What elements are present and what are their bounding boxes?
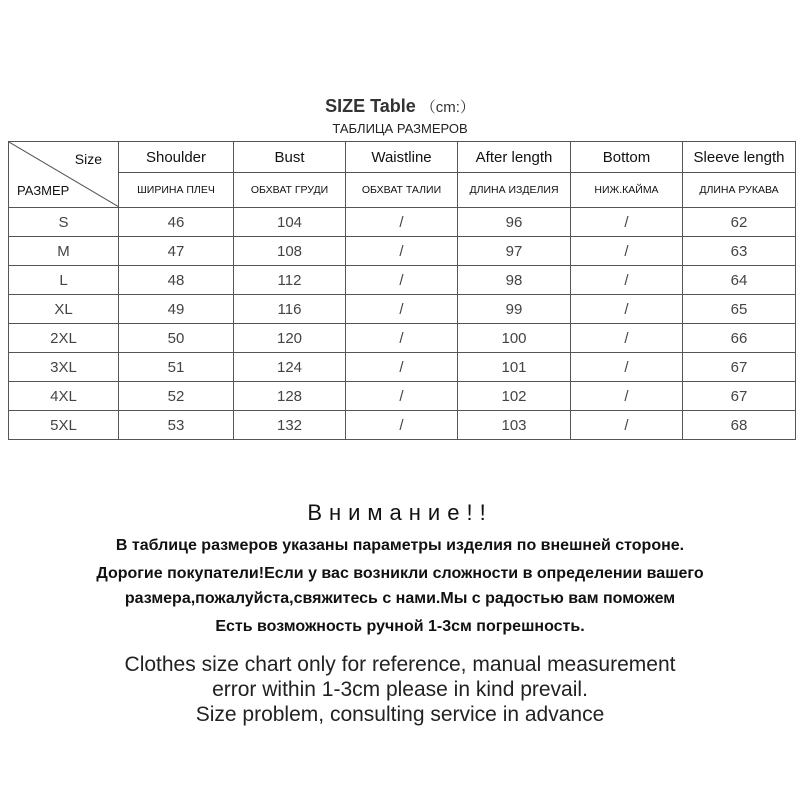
table-row [9,237,796,266]
size-cell: L [9,266,119,295]
size-table-subtitle: ТАБЛИЦА РАЗМЕРОВ [332,121,468,136]
table-cell: 132 [234,411,346,440]
table-cell: 68 [683,411,796,440]
table-row [9,266,796,295]
corner-razmer-label: РАЗМЕР [17,183,70,198]
col-header-waistline: Waistline [346,142,458,173]
corner-size-label: Size [74,151,102,167]
title-unit: （cm:） [420,99,475,116]
table-cell: / [571,353,683,382]
table-cell: 98 [458,266,571,295]
size-cell: 5XL [9,411,119,440]
col-header-ru-shoulder: ШИРИНА ПЛЕЧ [119,173,234,208]
table-cell: 53 [119,411,234,440]
table-cell: 120 [234,324,346,353]
table-cell: 102 [458,382,571,411]
table-cell: / [571,237,683,266]
table-cell: / [346,411,458,440]
table-cell: 67 [683,353,796,382]
notice-ru-line: В таблице размеров указаны параметры изделия по внешней стороне. [115,537,685,554]
size-cell: M [9,237,119,266]
table-cell: 108 [234,237,346,266]
col-header-ru-waistline: ОБХВАТ ТАЛИИ [346,173,458,208]
table-cell: / [346,295,458,324]
notice-title: Внимание!! [307,500,493,525]
size-table [8,141,796,440]
table-cell: / [571,382,683,411]
table-row [9,295,796,324]
table-cell: / [571,324,683,353]
table-row [9,353,796,382]
table-cell: 51 [119,353,234,382]
col-header-bottom: Bottom [571,142,683,173]
col-header-ru-bust: ОБХВАТ ГРУДИ [234,173,346,208]
notice-ru-line: размера,пожалуйста,свяжитесь с нами.Мы с радостью вам поможем [124,590,676,607]
table-row [9,382,796,411]
table-cell: 128 [234,382,346,411]
table-row [9,324,796,353]
table-cell: 97 [458,237,571,266]
table-cell: 67 [683,382,796,411]
table-cell: 64 [683,266,796,295]
notice-en-line: Size problem, consulting service in advance [195,703,605,726]
size-cell: 2XL [9,324,119,353]
table-cell: 112 [234,266,346,295]
col-header-ru-sleeve-length: ДЛИНА РУКАВА [683,173,796,208]
table-cell: / [571,411,683,440]
table-cell: 101 [458,353,571,382]
size-table-title [0,96,800,117]
table-cell: / [571,266,683,295]
header-row-ru [9,173,796,208]
size-cell: 4XL [9,382,119,411]
title-bold: SIZE Table [325,96,416,116]
table-cell: / [346,382,458,411]
table-cell: 96 [458,208,571,237]
size-cell: 3XL [9,353,119,382]
col-header-after-length: After length [458,142,571,173]
corner-cell [9,142,119,208]
col-header-ru-bottom: НИЖ.КАЙМА [571,173,683,208]
table-cell: 100 [458,324,571,353]
table-cell: / [346,266,458,295]
table-cell: 103 [458,411,571,440]
col-header-shoulder: Shoulder [119,142,234,173]
table-cell: / [571,295,683,324]
table-cell: 52 [119,382,234,411]
table-cell: 116 [234,295,346,324]
header-row-en [9,142,796,173]
notice-ru-line: Дорогие покупатели!Если у вас возникли сложности в определении вашего [96,565,704,582]
table-row [9,411,796,440]
table-cell: 104 [234,208,346,237]
table-cell: 124 [234,353,346,382]
table-cell: 65 [683,295,796,324]
notice-ru-line: Есть возможность ручной 1-3см погрешность. [215,618,585,635]
table-cell: 47 [119,237,234,266]
table-cell: 99 [458,295,571,324]
size-cell: XL [9,295,119,324]
notice-en-line: Clothes size chart only for reference, manual measurement [124,653,676,676]
table-cell: / [346,324,458,353]
table-cell: / [346,208,458,237]
table-cell: / [346,237,458,266]
table-cell: / [571,208,683,237]
table-cell: 50 [119,324,234,353]
table-cell: 66 [683,324,796,353]
table-cell: 48 [119,266,234,295]
table-cell: 49 [119,295,234,324]
table-cell: 63 [683,237,796,266]
size-cell: S [9,208,119,237]
table-row [9,208,796,237]
table-cell: 62 [683,208,796,237]
notice-en-line: error within 1-3cm please in kind prevail. [212,678,588,701]
col-header-bust: Bust [234,142,346,173]
col-header-sleeve-length: Sleeve length [683,142,796,173]
table-cell: 46 [119,208,234,237]
col-header-ru-after-length: ДЛИНА ИЗДЕЛИЯ [458,173,571,208]
table-cell: / [346,353,458,382]
